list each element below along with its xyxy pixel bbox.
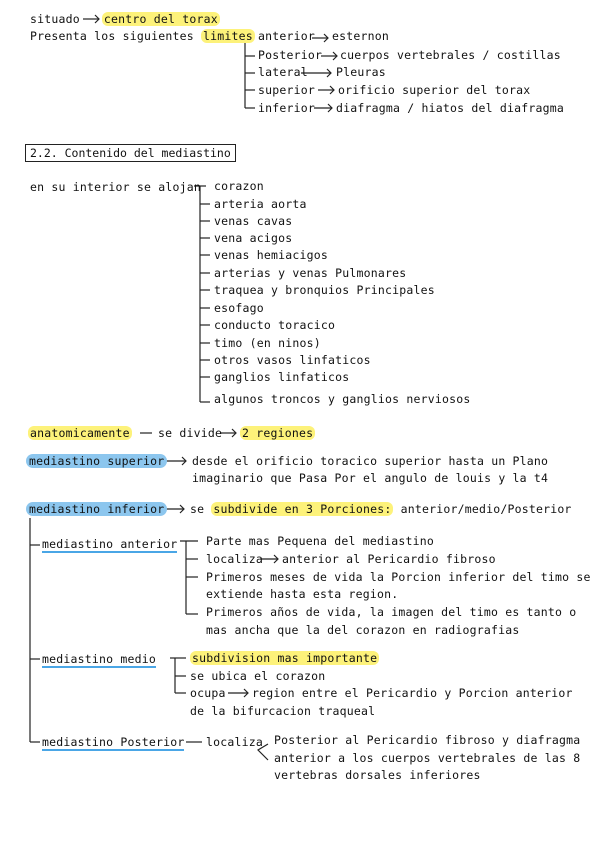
arrow-icon <box>220 429 236 437</box>
anterior-line: Primeros años de vida, la imagen del timo es tanto o <box>206 605 577 619</box>
anterior-line: Primeros meses de vida la Porcion inferior del timo se <box>206 570 591 584</box>
medio-label-text: mediastino medio <box>42 652 156 666</box>
content-item: traquea y bronquios Principales <box>214 283 435 297</box>
content-item: conducto toracico <box>214 318 336 332</box>
limit-inferior-key: inferior <box>258 101 315 115</box>
medio-highlight-text: subdivision mas importante <box>192 651 378 665</box>
presenta-prefix: Presenta los siguientes <box>30 29 194 43</box>
limit-anterior-value: esternon <box>332 29 389 43</box>
content-item: arteria aorta <box>214 197 307 211</box>
arrow-icon <box>166 457 186 465</box>
content-item: vena acigos <box>214 231 293 245</box>
section-title: 2.2. Contenido del mediastino <box>25 144 236 162</box>
limit-posterior-value: cuerpos vertebrales / costillas <box>340 48 561 62</box>
anterior-line: mas ancha que la del corazon en radiografias <box>206 623 520 637</box>
content-item: ganglios linfaticos <box>214 370 350 384</box>
medio-highlight <box>190 651 379 665</box>
posterior-line3: vertebras dorsales inferiores <box>274 768 481 782</box>
content-item: esofago <box>214 301 264 315</box>
medio-ocupa: ocupa <box>190 686 226 700</box>
content-item: otros vasos linfaticos <box>214 353 371 367</box>
content-item: arterias y venas Pulmonares <box>214 266 407 280</box>
anterior-line: extiende hasta esta region. <box>206 587 399 601</box>
anterior-label <box>42 537 177 551</box>
limit-lateral-value: Pleuras <box>336 65 386 79</box>
content-item: timo (en ninos) <box>214 336 321 350</box>
anat-value-text: 2 regiones <box>242 426 314 440</box>
anat-label <box>28 426 132 440</box>
anat-label-text: anatomicamente <box>30 426 130 440</box>
content-item: corazon <box>214 179 264 193</box>
limit-inferior-value: diafragma / hiatos del diafragma <box>336 101 564 115</box>
inferior-label-text: mediastino inferior <box>26 502 167 516</box>
content-item: algunos troncos y ganglios nerviosos <box>214 392 471 406</box>
superior-line2: imaginario que Pasa Por el angulo de louis y la t4 <box>192 471 549 485</box>
arrow-icon <box>318 86 334 94</box>
limit-anterior-key: anterior <box>258 29 315 43</box>
presenta-line <box>30 29 255 43</box>
anat-mid: se divide <box>158 426 223 440</box>
anterior-line: Parte mas Pequena del mediastino <box>206 534 434 548</box>
inferior-pre: se <box>190 502 205 516</box>
inferior-post: anterior/medio/Posterior <box>400 502 572 516</box>
limit-superior-value: orificio superior del torax <box>338 83 531 97</box>
inferior-line <box>190 502 572 516</box>
limit-lateral-key: lateral <box>258 65 308 79</box>
anterior-line: anterior al Pericardio fibroso <box>282 552 496 566</box>
content-item: venas hemiacigos <box>214 248 328 262</box>
inferior-highlight: subdivide en 3 Porciones: <box>213 502 392 516</box>
superior-label-text: mediastino superior <box>26 454 167 468</box>
medio-label <box>42 652 156 666</box>
anterior-localiza: localiza <box>206 552 263 566</box>
arrow-icon <box>314 104 332 112</box>
posterior-line1: Posterior al Pericardio fibroso y diafragma <box>274 733 581 747</box>
medio-line2: se ubica el corazon <box>190 669 326 683</box>
limit-superior-key: superior <box>258 83 315 97</box>
posterior-label-text: mediastino Posterior <box>42 735 185 749</box>
posterior-localiza: localiza <box>206 735 263 749</box>
presenta-highlight: limites <box>202 29 253 43</box>
anat-value <box>240 426 315 440</box>
medio-line3: region entre el Pericardio y Porcion anterior <box>252 686 573 700</box>
superior-line1: desde el orificio toracico superior hasta un Plano <box>192 454 549 468</box>
medio-line4: de la bifurcacion traqueal <box>190 704 376 718</box>
limit-posterior-key: Posterior <box>258 48 323 62</box>
posterior-line2: anterior a los cuerpos vertebrales de las 8 <box>274 751 581 765</box>
situado-label: situado <box>30 12 80 26</box>
arrow-icon <box>321 52 337 60</box>
inferior-label <box>26 502 167 516</box>
posterior-label <box>42 735 184 749</box>
content-item: venas cavas <box>214 214 293 228</box>
situado-value: centro del torax <box>103 12 218 26</box>
situado-line <box>30 12 220 26</box>
arrow-icon <box>228 689 248 697</box>
anterior-label-text: mediastino anterior <box>42 537 178 551</box>
superior-label <box>26 454 167 468</box>
contents-label: en su interior se alojan <box>30 180 201 194</box>
